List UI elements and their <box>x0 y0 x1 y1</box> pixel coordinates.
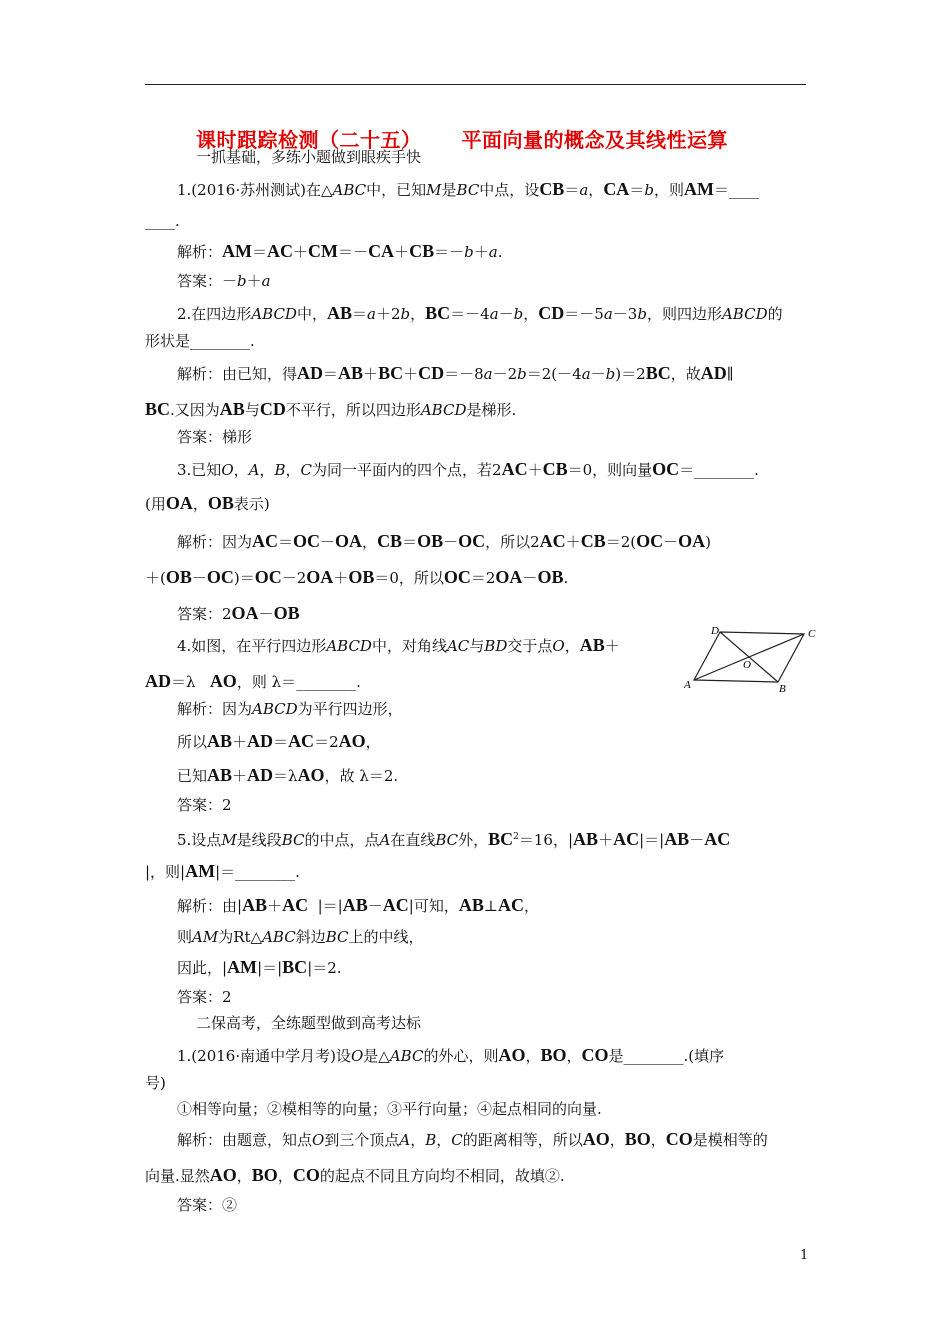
solution-4-1: 解析：因为ABCD为平行四边形， <box>177 700 403 718</box>
answer-1: 答案：－b＋a <box>177 272 271 290</box>
section-heading-2: 二保高考，全练题型做到高考达标 <box>196 1014 422 1032</box>
label-c: C <box>808 628 816 640</box>
label-d: D <box>711 625 719 637</box>
problem-3-2: (用OA，OB表示) <box>145 493 270 513</box>
answer-4: 答案：2 <box>177 796 232 814</box>
s2-problem-1-1: 1.(2016·南通中学月考)设O是△ABC的外心，则AO，BO，CO是________.(填序 <box>177 1045 725 1065</box>
solution-5-2: 则AM为Rt△ABC斜边BC上的中线， <box>177 928 424 946</box>
title-part-2: 平面向量的概念及其线性运算 <box>461 128 728 152</box>
solution-2-2: BC.又因为AB与CD不平行，所以四边形ABCD是梯形. <box>145 399 517 419</box>
solution-3-2: ＋(OB－OC)＝OC－2OA＋OB＝0，所以OC＝2OA－OB. <box>145 567 569 587</box>
answer-5: 答案：2 <box>177 988 232 1006</box>
answer-3: 答案：2OA－OB <box>177 603 300 623</box>
title-part-1: 课时跟踪检测（二十五） <box>196 128 422 152</box>
solution-4-2: 所以AB＋AD＝AC＝2AO， <box>177 731 381 751</box>
s2-solution-2: 向量.显然AO，BO，CO的起点不同且方向均不相同，故填②. <box>145 1165 565 1185</box>
label-a: A <box>684 679 691 691</box>
top-rule <box>145 84 806 85</box>
problem-1-1: 1.(2016·苏州测试)在△ABC中，已知M是BC中点，设CB＝a，CA＝b，则AM＝____ <box>177 179 759 199</box>
parallelogram-figure <box>682 620 822 696</box>
problem-1-2: ____. <box>145 212 180 230</box>
solution-3-1: 解析：因为AC＝OC－OA，CB＝OB－OC，所以2AC＋CB＝2(OC－OA) <box>177 531 711 551</box>
problem-2-1: 2.在四边形ABCD中，AB＝a＋2b，BC＝－4a－b，CD＝－5a－3b，则四边形ABCD的 <box>177 303 783 323</box>
problem-5-2: |，则|AM|＝________. <box>145 861 300 881</box>
problem-3-1: 3.已知O，A，B，C为同一平面内的四个点，若2AC＋CB＝0，则向量OC＝________. <box>177 459 759 479</box>
solution-5-3: 因此，|AM|＝|BC|＝2. <box>177 957 342 977</box>
s2-answer-1: 答案：② <box>177 1196 238 1214</box>
page-number: 1 <box>800 1248 809 1263</box>
problem-5-1: 5.设点M是线段BC的中点，点A在直线BC外，$BC^2=16$，|AB＋AC|＝|AB－AC <box>177 829 731 849</box>
problem-4-1: 4.如图，在平行四边形ABCD中，对角线AC与BD交于点O，AB＋ <box>177 635 620 655</box>
solution-5-1: 解析：由|AB＋AC |＝|AB－AC|可知，AB⊥AC， <box>177 895 539 915</box>
answer-2: 答案：梯形 <box>177 428 253 446</box>
solution-4-3: 已知AB＋AD＝λAO，故 λ＝2. <box>177 765 399 785</box>
problem-4-2: AD＝λ AO，则 λ＝________. <box>145 671 361 691</box>
problem-2-2: 形状是________. <box>145 332 255 350</box>
s2-options: ①相等向量；②模相等的向量；③平行向量；④起点相同的向量. <box>177 1100 602 1118</box>
label-o: O <box>743 659 751 671</box>
solution-2-1: 解析：由已知，得AD＝AB＋BC＋CD＝－8a－2b＝2(－4a－b)＝2BC，故AD∥ <box>177 363 734 383</box>
label-b: B <box>779 683 786 695</box>
s2-problem-1-2: 号) <box>145 1074 166 1092</box>
solution-1: 解析：AM＝AC＋CM＝－CA＋CB＝－b＋a. <box>177 241 503 261</box>
s2-solution-1: 解析：由题意，知点O到三个顶点A，B，C的距离相等，所以AO，BO，CO是模相等的 <box>177 1129 768 1149</box>
section-heading-1: 一抓基础，多练小题做到眼疾手快 <box>196 148 422 166</box>
